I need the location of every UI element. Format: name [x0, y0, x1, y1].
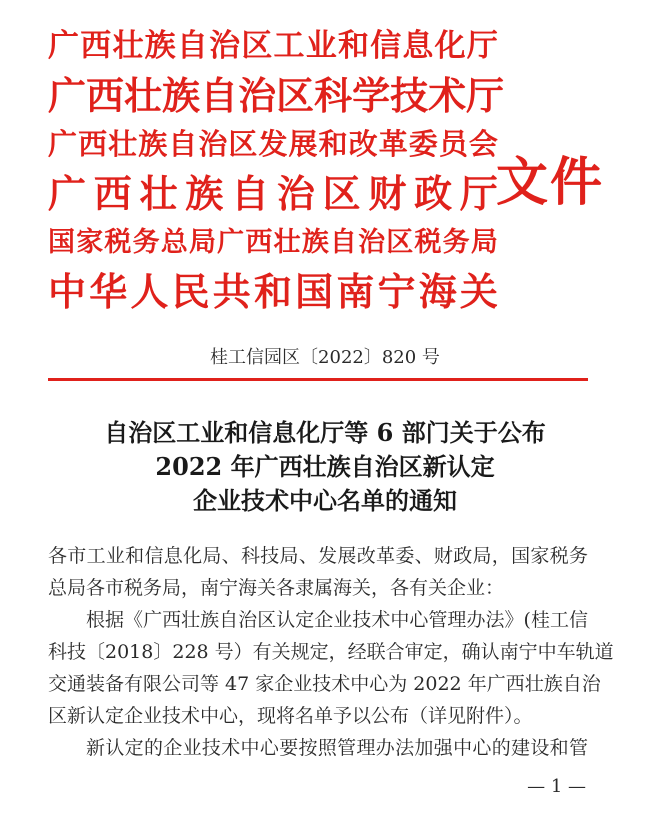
issuer-char: 会: [468, 127, 498, 161]
salutation-line: 各市工业和信息化局、科技局、发展改革委、财政局，国家税务: [48, 545, 588, 567]
issuer-char: 学: [352, 73, 391, 118]
issuer-char: 关: [459, 269, 498, 314]
issuer-char: 区: [228, 127, 258, 161]
issuer-char: 自: [329, 227, 357, 258]
issuer-line: [48, 218, 498, 267]
issuer-char: 和: [253, 269, 292, 314]
issuer-char: 族: [185, 171, 224, 216]
issuer-block: [48, 22, 505, 316]
issuer-char: 治: [198, 127, 228, 161]
issuer-line: [48, 169, 498, 218]
issuer-char: 展: [288, 127, 318, 161]
issuer-char: 技: [390, 73, 429, 118]
issuer-char: 厅: [466, 28, 498, 64]
issuer-char: 民: [171, 269, 210, 314]
paragraph-line: 科技〔2018〕228 号）有关规定，经联合审定，确认南宁中车轨道: [48, 641, 614, 663]
issuer-char: 族: [138, 127, 168, 161]
issuer-char: 治: [358, 227, 386, 258]
issuer-char: 务: [442, 227, 470, 258]
issuer-char: 壮: [108, 127, 138, 161]
issuer-char: 国: [48, 227, 75, 258]
issuer-char: 共: [212, 269, 251, 314]
issuer-char: 西: [80, 28, 112, 64]
issuer-char: 族: [301, 227, 329, 258]
issuer-char: 广: [48, 73, 87, 118]
issuer-char: 和: [318, 127, 348, 161]
issuer-line: [48, 267, 498, 316]
issuer-char: 发: [258, 127, 288, 161]
issuer-char: 化: [434, 28, 466, 64]
issuer-char: 族: [144, 28, 176, 64]
issuer-char: 局: [470, 227, 498, 258]
issuer-char: 自: [168, 127, 198, 161]
issuer-char: 西: [78, 127, 108, 161]
paragraph-line: 交通装备有限公司等 47 家企业技术中心为 2022 年广西壮族自治: [48, 673, 601, 695]
issuer-char: 员: [438, 127, 468, 161]
issuer-char: 厅: [466, 73, 505, 118]
issuer-char: 国: [295, 269, 334, 314]
issuer-char: 税: [104, 227, 132, 258]
issuer-char: 人: [130, 269, 169, 314]
issuer-char: 海: [418, 269, 457, 314]
title-line: 2022 年广西壮族自治区新认定: [155, 452, 495, 481]
issuer-char: 厅: [459, 171, 498, 216]
issuer-char: 壮: [124, 73, 163, 118]
issuer-char: 总: [160, 227, 188, 258]
salutation-line: 总局各市税务局，南宁海关各隶属海关，各有关企业：: [48, 577, 505, 599]
issuer-char: 族: [162, 73, 201, 118]
issuer-char: 区: [386, 227, 414, 258]
issuer-char: 华: [89, 269, 128, 314]
issuer-char: 西: [93, 171, 132, 216]
title-line: 企业技术中心名单的通知: [193, 486, 457, 515]
issuer-char: 局: [188, 227, 216, 258]
issuer-char: 自: [200, 73, 239, 118]
document-title: [0, 416, 650, 518]
issuer-char: 治: [276, 171, 315, 216]
issuer-char: 息: [402, 28, 434, 64]
issuer-char: 和: [337, 28, 369, 64]
issuer-char: 广: [48, 28, 79, 64]
issuer-line: [48, 22, 498, 71]
issuer-char: 委: [408, 127, 438, 161]
paragraph-line: 区新认定企业技术中心，现将名单予以公布（详见附件）。: [48, 705, 533, 727]
issuer-char: 广: [48, 171, 87, 216]
issuer-char: 信: [370, 28, 402, 64]
issuer-char: 科: [314, 73, 353, 118]
issuer-char: 财: [368, 171, 407, 216]
issuer-char: 治: [238, 73, 277, 118]
title-line: 自治区工业和信息化厅等 6 部门关于公布: [104, 418, 546, 447]
issuer-char: 中: [48, 269, 87, 314]
issuer-char: 工: [273, 28, 305, 64]
issuer-char: 术: [428, 73, 467, 118]
issuer-char: 宁: [377, 269, 416, 314]
issuer-char: 治: [209, 28, 241, 64]
issuer-char: 壮: [273, 227, 301, 258]
page-number: — 1 —: [527, 776, 586, 797]
document-body: [48, 540, 614, 764]
issuer-char: 区: [241, 28, 273, 64]
issuer-char: 广: [48, 127, 78, 161]
red-divider: [48, 378, 588, 381]
issuer-char: 区: [322, 171, 361, 216]
issuer-char: 广: [217, 227, 245, 258]
issuer-char: 自: [176, 28, 208, 64]
issuer-char: 区: [276, 73, 315, 118]
issuer-char: 政: [414, 171, 453, 216]
issuer-line: [48, 120, 498, 169]
issuer-char: 西: [86, 73, 125, 118]
issuer-char: 西: [245, 227, 273, 258]
issuer-char: 壮: [112, 28, 144, 64]
paragraph-line: 新认定的企业技术中心要按照管理办法加强中心的建设和管: [86, 737, 588, 759]
document-suffix: 文件: [496, 152, 605, 213]
issuer-char: 革: [378, 127, 408, 161]
issuer-char: 壮: [139, 171, 178, 216]
issuer-char: 业: [305, 28, 337, 64]
issuer-char: 务: [132, 227, 160, 258]
issuer-line: [48, 71, 505, 120]
issuer-char: 家: [76, 227, 104, 258]
document-number: 桂工信园区〔2022〕820 号: [210, 347, 440, 368]
issuer-char: 税: [414, 227, 442, 258]
issuer-char: 改: [348, 127, 378, 161]
paragraph-line: 根据《广西壮族自治区认定企业技术中心管理办法》(桂工信: [86, 609, 588, 631]
issuer-char: 南: [336, 269, 375, 314]
issuer-char: 自: [231, 171, 270, 216]
